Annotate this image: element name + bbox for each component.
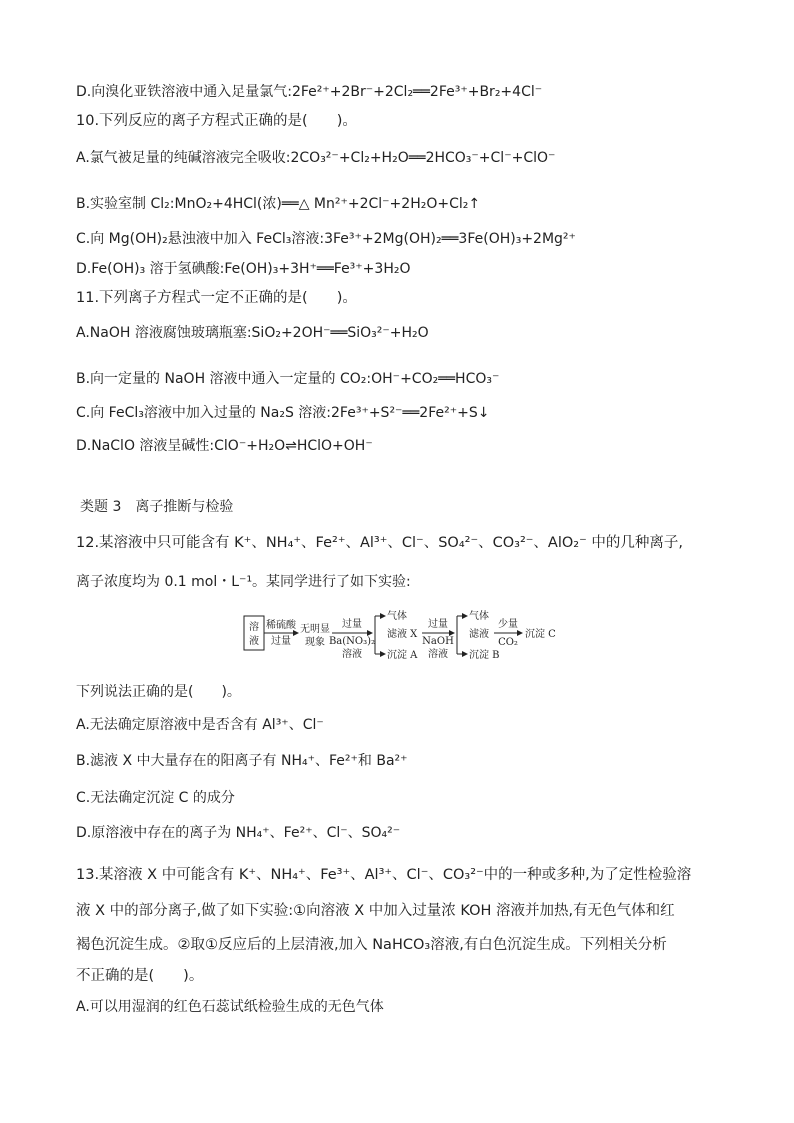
- reagent-1: 稀硫酸: [266, 620, 296, 631]
- reagent-1-note: 过量: [271, 636, 291, 647]
- q12-option-a: A.无法确定原溶液中是否含有 Al³⁺、Cl⁻: [76, 717, 324, 733]
- q10-option-c: C.向 Mg(OH)₂悬浊液中加入 FeCl₃溶液:3Fe³⁺+2Mg(OH)₂══3Fe(OH)₃+2Mg²⁺: [76, 231, 576, 247]
- option-d-prev: D.向溴化亚铁溶液中通入足量氯气:2Fe²⁺+2Br⁻+2Cl₂══2Fe³⁺+Br₂+4Cl⁻: [76, 84, 543, 100]
- precipitate-a: 沉淀 A: [387, 650, 418, 661]
- q10-option-d: D.Fe(OH)₃ 溶于氢碘酸:Fe(OH)₃+3H⁺══Fe³⁺+3H₂O: [76, 261, 411, 277]
- question-11: 11.下列离子方程式一定不正确的是( )。: [76, 290, 357, 306]
- gas-1: 气体: [387, 611, 407, 622]
- result-1a: 无明显: [300, 624, 330, 635]
- box-label-1: 溶: [249, 622, 259, 633]
- q10-option-a: A.氯气被足量的纯碱溶液完全吸收:2CO₃²⁻+Cl₂+H₂O══2HCO₃⁻+Cl⁻+ClO⁻: [76, 150, 556, 166]
- question-10: 10.下列反应的离子方程式正确的是( )。: [76, 113, 357, 129]
- box-label-2: 液: [249, 636, 259, 647]
- q11-option-b: B.向一定量的 NaOH 溶液中通入一定量的 CO₂:OH⁻+CO₂══HCO₃⁻: [76, 371, 500, 387]
- reagent-3: NaOH: [422, 636, 454, 647]
- q12-option-b: B.滤液 X 中大量存在的阳离子有 NH₄⁺、Fe²⁺和 Ba²⁺: [76, 753, 408, 769]
- gas-2: 气体: [469, 611, 489, 622]
- reagent-3-form: 溶液: [428, 649, 448, 660]
- q12-stem: 下列说法正确的是( )。: [76, 684, 241, 700]
- reagent-2-form: 溶液: [342, 649, 362, 660]
- question-13-line-2: 液 X 中的部分离子,做了如下实验:①向溶液 X 中加入过量浓 KOH 溶液并加热,有无色气体和红: [76, 903, 675, 919]
- section-heading: 类题 3 离子推断与检验: [80, 499, 234, 515]
- q11-option-d: D.NaClO 溶液呈碱性:ClO⁻+H₂O⇌HClO+OH⁻: [76, 438, 373, 454]
- question-12: 12.某溶液中只可能含有 K⁺、NH₄⁺、Fe²⁺、Al³⁺、Cl⁻、SO₄²⁻、CO₃²⁻、AlO₂⁻ 中的几种离子,: [76, 535, 683, 551]
- reagent-4: CO₂: [498, 637, 518, 648]
- q13-option-a: A.可以用湿润的红色石蕊试纸检验生成的无色气体: [76, 999, 384, 1015]
- reagent-2-note: 过量: [342, 619, 362, 630]
- q11-option-a: A.NaOH 溶液腐蚀玻璃瓶塞:SiO₂+2OH⁻══SiO₃²⁻+H₂O: [76, 325, 429, 341]
- q11-option-c: C.向 FeCl₃溶液中加入过量的 Na₂S 溶液:2Fe³⁺+S²⁻══2Fe²⁺+S↓: [76, 405, 490, 421]
- question-13: 13.某溶液 X 中可能含有 K⁺、NH₄⁺、Fe³⁺、Al³⁺、Cl⁻、CO₃²⁻中的一种或多种,为了定性检验溶: [76, 867, 692, 883]
- question-12-cont: 离子浓度均为 0.1 mol・L⁻¹。某同学进行了如下实验:: [76, 574, 411, 590]
- filtrate-x: 滤液 X: [387, 629, 418, 640]
- precipitate-b: 沉淀 B: [469, 650, 500, 661]
- q10-option-b: B.实验室制 Cl₂:MnO₂+4HCl(浓)══△ Mn²⁺+2Cl⁻+2H₂O+Cl₂↑: [76, 196, 481, 212]
- flow-diagram: [240, 606, 570, 666]
- reagent-2: Ba(NO₃)₂: [328, 636, 376, 647]
- q12-option-c: C.无法确定沉淀 C 的成分: [76, 790, 235, 806]
- q12-option-d: D.原溶液中存在的离子为 NH₄⁺、Fe²⁺、Cl⁻、SO₄²⁻: [76, 825, 401, 841]
- reagent-4-note: 少量: [498, 619, 518, 630]
- question-13-line-3: 褐色沉淀生成。②取①反应后的上层清液,加入 NaHCO₃溶液,有白色沉淀生成。下列相关分析: [76, 937, 667, 953]
- reagent-3-note: 过量: [428, 619, 448, 630]
- question-13-line-4: 不正确的是( )。: [76, 968, 204, 984]
- precipitate-c: 沉淀 C: [525, 629, 556, 640]
- result-1b: 现象: [305, 637, 325, 648]
- filtrate-2: 滤液: [469, 629, 489, 640]
